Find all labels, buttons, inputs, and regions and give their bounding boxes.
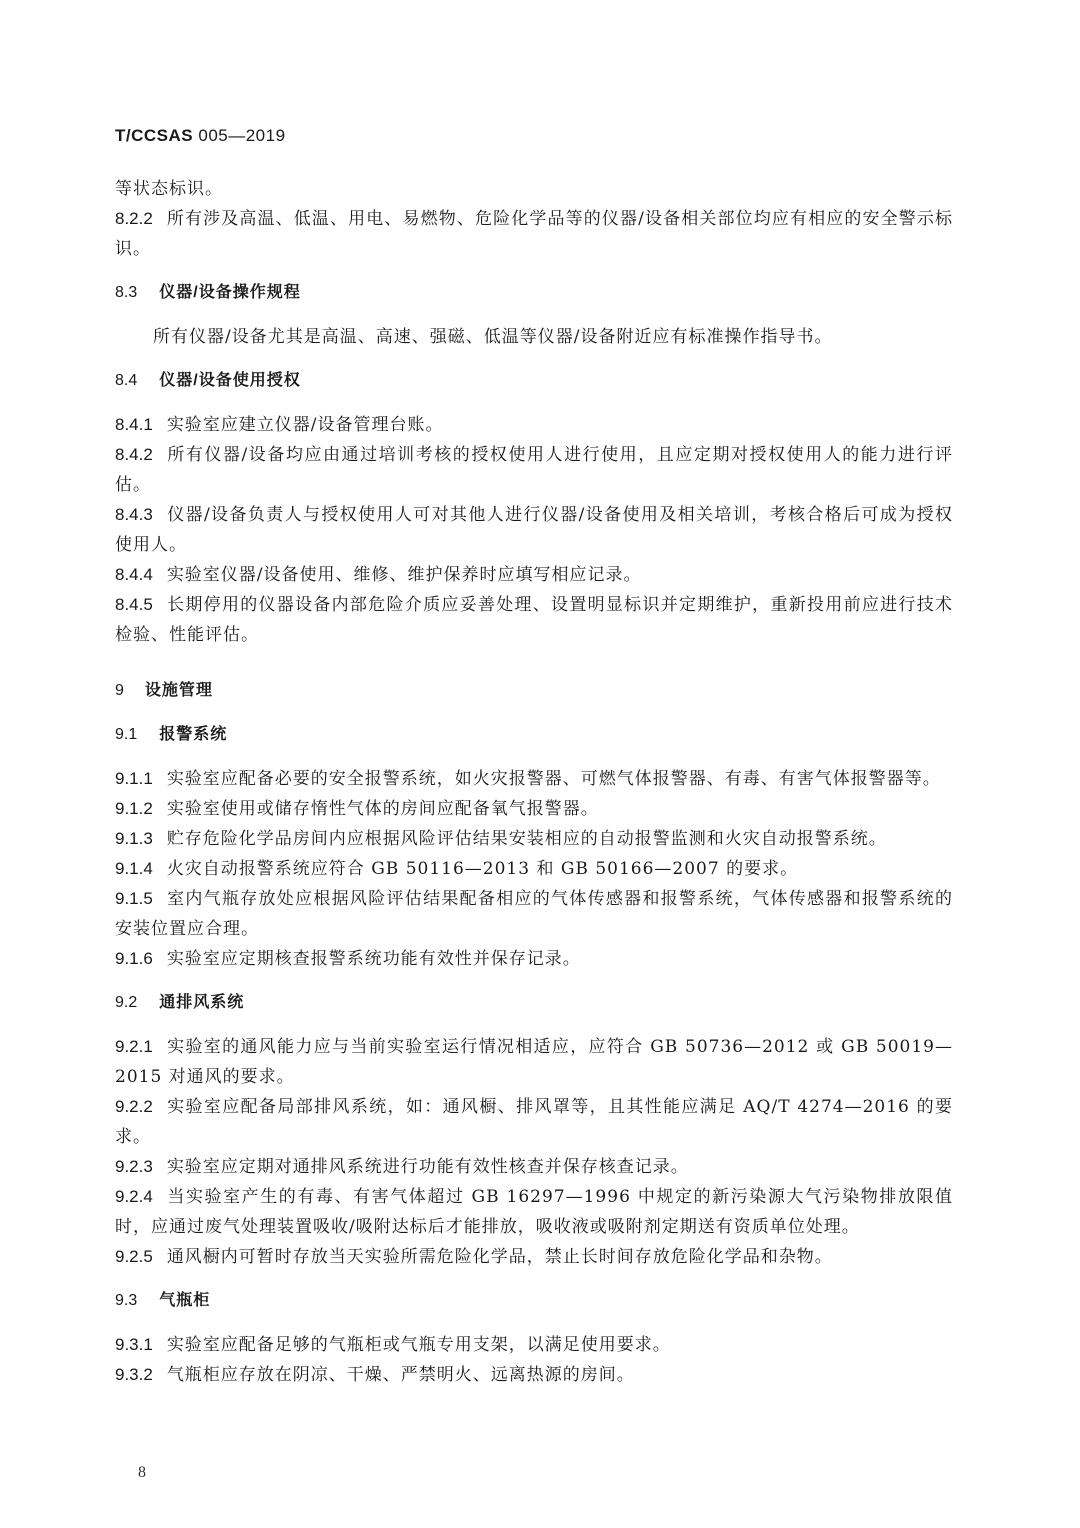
clause-8-4-1: 8.4.1 实验室应建立仪器/设备管理台账。 [115, 415, 444, 435]
chapter-heading-9: 9 设施管理 [115, 682, 213, 699]
document-body [115, 174, 953, 1390]
clause-9-1-1: 9.1.1 实验室应配备必要的安全报警系统，如火灾报警器、可燃气体报警器、有毒、有害气体报警器等。 [115, 769, 941, 789]
clause-9-1-4: 9.1.4 火灾自动报警系统应符合 GB 50116—2013 和 GB 50166—2007 的要求。 [115, 859, 799, 879]
paragraph: 等状态标识。 [115, 179, 223, 199]
standard-number: 005—2019 [198, 126, 286, 145]
section-heading-8-3: 8.3 仪器/设备操作规程 [115, 284, 301, 301]
clause-8-4-4: 8.4.4 实验室仪器/设备使用、维修、维护保养时应填写相应记录。 [115, 565, 642, 585]
clause-9-2-3: 9.2.3 实验室应定期对通排风系统进行功能有效性核查并保存核查记录。 [115, 1157, 689, 1177]
clause-9-2-4: 9.2.4 当实验室产生的有毒、有害气体超过 GB 16297—1996 中规定的新污染源大气污染物排放限值时，应通过废气处理装置吸收/吸附达标后才能排放，吸收液或吸附剂定期送有资质单位处理。 [115, 1187, 953, 1237]
clause-9-1-2: 9.1.2 实验室使用或储存惰性气体的房间应配备氧气报警器。 [115, 799, 599, 819]
clause-8-2-2: 8.2.2 所有涉及高温、低温、用电、易燃物、危险化学品等的仪器/设备相关部位均应有相应的安全警示标识。 [115, 209, 953, 259]
standard-code: T/CCSAS [115, 126, 194, 145]
clause-8-4-3: 8.4.3 仪器/设备负责人与授权使用人可对其他人进行仪器/设备使用及相关培训，考核合格后可成为授权使用人。 [115, 505, 953, 555]
clause-9-2-2: 9.2.2 实验室应配备局部排风系统，如：通风橱、排风罩等，且其性能应满足 AQ/T 4274—2016 的要求。 [115, 1097, 953, 1147]
clause-9-3-2: 9.3.2 气瓶柜应存放在阴凉、干燥、严禁明火、远离热源的房间。 [115, 1365, 635, 1385]
section-heading-8-4: 8.4 仪器/设备使用授权 [115, 372, 301, 389]
clause-9-1-6: 9.1.6 实验室应定期核查报警系统功能有效性并保存记录。 [115, 949, 581, 969]
standard-code-header [115, 126, 286, 146]
clause-8-4-5: 8.4.5 长期停用的仪器设备内部危险介质应妥善处理、设置明显标识并定期维护，重新投用前应进行技术检验、性能评估。 [115, 595, 953, 645]
section-heading-9-1: 9.1 报警系统 [115, 726, 228, 743]
clause-9-1-3: 9.1.3 贮存危险化学品房间内应根据风险评估结果安装相应的自动报警监测和火灾自动报警系统。 [115, 829, 887, 849]
page-number: 8 [138, 1464, 146, 1481]
clause-9-2-1: 9.2.1 实验室的通风能力应与当前实验室运行情况相适应，应符合 GB 50736—2012 或 GB 50019—2015 对通风的要求。 [115, 1037, 953, 1087]
clause-8-4-2: 8.4.2 所有仪器/设备均应由通过培训考核的授权使用人进行使用，且应定期对授权使用人的能力进行评估。 [115, 445, 953, 495]
paragraph: 所有仪器/设备尤其是高温、高速、强磁、低温等仪器/设备附近应有标准操作指导书。 [153, 327, 833, 347]
section-heading-9-2: 9.2 通排风系统 [115, 994, 245, 1011]
section-heading-9-3: 9.3 气瓶柜 [115, 1292, 211, 1309]
clause-9-3-1: 9.3.1 实验室应配备足够的气瓶柜或气瓶专用支架，以满足使用要求。 [115, 1335, 671, 1355]
clause-9-2-5: 9.2.5 通风橱内可暂时存放当天实验所需危险化学品，禁止长时间存放危险化学品和杂物。 [115, 1247, 833, 1267]
clause-9-1-5: 9.1.5 室内气瓶存放处应根据风险评估结果配备相应的气体传感器和报警系统，气体传感器和报警系统的安装位置应合理。 [115, 889, 953, 939]
